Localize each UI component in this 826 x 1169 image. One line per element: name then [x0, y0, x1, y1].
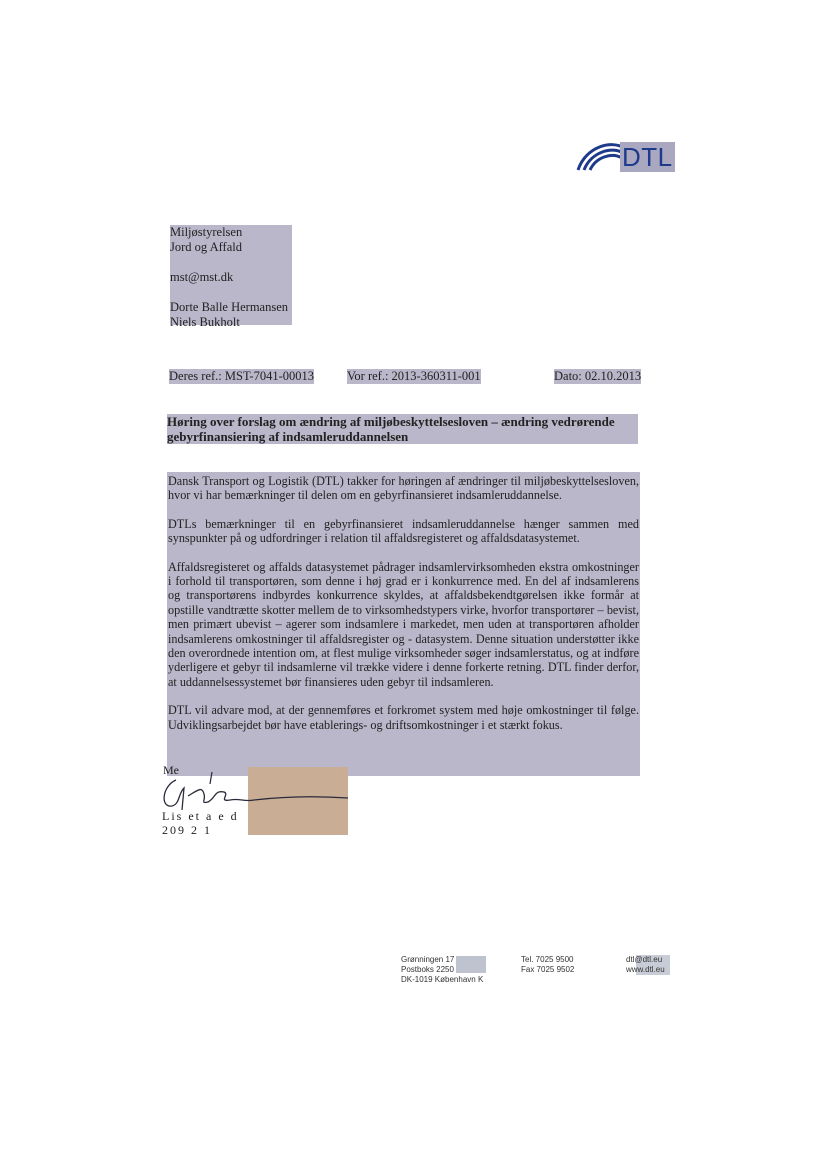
- letter-body: [167, 472, 640, 776]
- letter-subject: Høring over forslag om ændring af miljøbeskyttelsesloven – ændring vedrørende gebyrfinansiering af indsamleruddannelsen: [167, 414, 638, 444]
- body-paragraph: Affaldsregisteret og affalds datasystemet pådrager indsamlervirksomheden ekstra omkostninger i forhold til transportøren, som denne i høj grad er i konkurrence med. En del af indsamlerens og transportørens indbyrdes konkurrence skyldes, at affaldsbekendtgørelsen ikke formår at opstille vandtrætte skotter mellem de to virksomhedstypers virke, hvorfor transportører – bevist, men primært ubevist – agerer som indsamlere i markedet, men uden at transportøren afholder indsamlerens omkostninger til affaldsregister og - datasystem. Denne situation understøtter ikke den overordnede intention om, at flest mulige virksomheder søger indsamlerstatus, og at indføre yderligere et gebyr til indsamlerne vil trække videre i denne forkerte retning. DTL finder derfor, at uddannelsessystemet bør finansieres uden gebyr til indsamleren.: [168, 559, 639, 689]
- their-reference: Deres ref.: MST-7041-00013: [169, 369, 315, 383]
- footer-pobox: Postboks 2250: [401, 965, 454, 974]
- logo-text: DTL: [622, 142, 673, 172]
- recipient-line: [170, 255, 292, 270]
- footer-email: dtl@dtl.eu: [626, 955, 663, 964]
- footer-fax: Fax 7025 9502: [521, 965, 575, 974]
- footer-contact: [521, 955, 574, 975]
- footer-address: [401, 955, 483, 985]
- recipient-email: mst@mst.dk: [170, 270, 234, 284]
- signatory-name: Lis et a e d: [162, 809, 239, 823]
- footer-website: www.dtl.eu: [626, 965, 665, 974]
- recipient-name: Dorte Balle Hermansen: [170, 300, 289, 314]
- dtl-logo: [576, 138, 698, 174]
- body-paragraph: Dansk Transport og Logistik (DTL) takker for høringen af ændringer til miljøbeskyttelsesloven, hvor vi har bemærkninger til delen om en gebyrfinansieret indsamleruddannelse.: [168, 474, 639, 503]
- footer-phone: Tel. 7025 9500: [521, 955, 574, 964]
- recipient-address: [170, 225, 292, 329]
- our-reference: Vor ref.: 2013-360311-001: [347, 369, 481, 383]
- body-paragraph: DTL vil advare mod, at der gennemføres et forkromet system med høje omkostninger til følge. Udviklingsarbejdet bør have etablerings- og driftsomkostninger i et stærkt fokus.: [168, 703, 639, 732]
- signature-greeting: Me: [163, 763, 179, 777]
- recipient-line: Miljøstyrelsen: [170, 225, 243, 239]
- signatory-phone: 209 2 1: [162, 823, 212, 837]
- recipient-line: [170, 285, 292, 300]
- footer-web: [626, 955, 665, 975]
- body-paragraph: DTLs bemærkninger til en gebyrfinansieret indsamleruddannelse hænger sammen med synspunkter på og udfordringer i relation til affaldsregisteret og affaldsdatasystemet.: [168, 516, 639, 546]
- footer-city: DK-1019 København K: [401, 975, 484, 984]
- recipient-name: Niels Bukholt: [170, 315, 240, 329]
- letter-date: Dato: 02.10.2013: [554, 369, 642, 383]
- recipient-line: Jord og Affald: [170, 240, 242, 254]
- logo-arc-icon: [576, 138, 626, 174]
- footer-street: Grønningen 17: [401, 955, 455, 964]
